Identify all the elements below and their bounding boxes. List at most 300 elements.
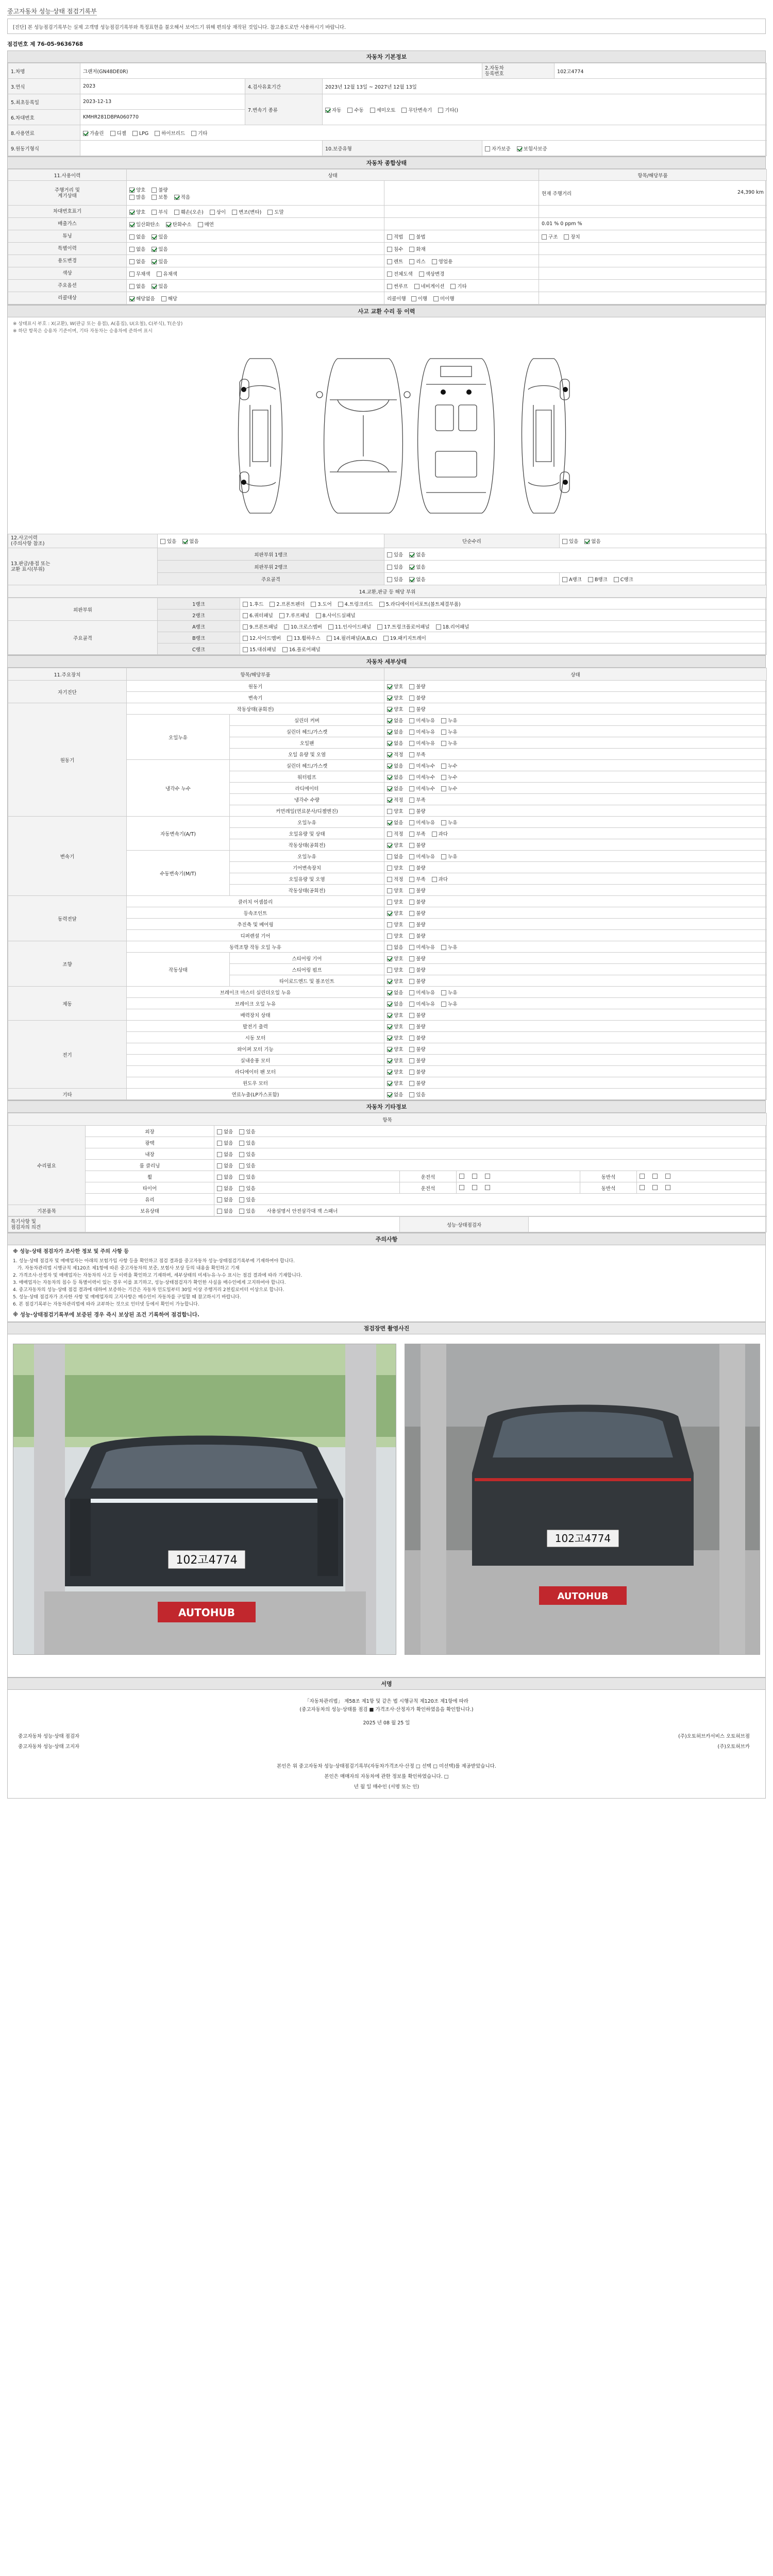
checkbox-option: 미세누유 (409, 1000, 435, 1007)
checkbox-icon (243, 647, 248, 652)
checkbox-icon (217, 1141, 222, 1146)
checkbox-icon (387, 707, 392, 712)
detail-row (8, 703, 767, 715)
checkbox-icon (282, 647, 288, 652)
detail-row (8, 817, 767, 828)
checkbox-icon (387, 752, 392, 757)
checkbox-option: 불량 (409, 1045, 425, 1053)
checkbox-icon (441, 854, 446, 859)
checkbox-option: 없음 (387, 717, 403, 724)
checkbox-option: 18.리어패널 (436, 623, 469, 630)
checkbox-icon (387, 877, 392, 882)
checkbox-option: 화재 (409, 245, 425, 252)
other-row: 타이어 없음 있음 운전석 동반석 (8, 1182, 767, 1194)
detail-state (384, 828, 767, 839)
checkbox-option (640, 1185, 646, 1191)
detail-item: 오일팬 (230, 737, 384, 749)
checkbox-icon (217, 1209, 222, 1214)
accident-legend: ※ 상태표시 부호 : X(교환), W(판금 또는 용접), A(흠집), U(요철), C(부식), T(손상) ※ 하단 항목은 승용차 기준이며, 기타 자동차는 승용차에 준하여 표시 (13, 321, 183, 334)
inspection-record-page (7, 0, 766, 1799)
detail-subgroup: 냉각수 누수 (127, 760, 230, 817)
checkbox-option: 미이행 (433, 295, 455, 302)
section-header-caution: 주의사항 (8, 1233, 765, 1245)
other-row (8, 1126, 767, 1137)
year-value: 2023 (80, 79, 245, 94)
checkbox-icon (129, 210, 135, 215)
checkbox-icon (387, 1002, 392, 1007)
checkbox-option: 1.후드 (243, 600, 263, 607)
detail-state (384, 749, 767, 760)
fuel-options (80, 125, 767, 141)
checkbox-option: 17.트렁크플로어패널 (377, 623, 430, 630)
overall-row-right (539, 230, 767, 243)
caution-line: 5. 성능·상태 점검자가 조사한 사항 및 매매업자의 고지사항은 매수인이 자동차를 구입할 때 참고하시기 바랍니다. (13, 1295, 241, 1300)
checkbox-option: 없음 (129, 245, 145, 252)
overall-row-right (539, 243, 767, 255)
checkbox-option: C랭크 (614, 575, 633, 583)
checkbox-icon (110, 131, 115, 136)
checkbox-icon (387, 1058, 392, 1063)
detail-state (384, 1066, 767, 1077)
checkbox-option: 양호 (387, 887, 403, 894)
detail-state (384, 703, 767, 715)
checkbox-option: 리스 (409, 258, 425, 265)
detail-col-device: 11.주요장치 (8, 668, 127, 681)
checkbox-option: 없음 (387, 989, 403, 996)
parts-items (240, 598, 767, 609)
detail-item: 라디에이터 (230, 783, 384, 794)
checkbox-option: 없음 (387, 1091, 403, 1098)
checkbox-icon (387, 1081, 392, 1086)
detail-state (384, 941, 767, 953)
checkbox-option: 있음 (239, 1139, 255, 1146)
overall-row (8, 255, 767, 267)
checkbox-icon (284, 624, 289, 630)
checkbox-option: 8.사이드실패널 (316, 612, 356, 619)
overall-row-mid (384, 243, 539, 255)
repair-mark-label: 13.판금/용접 또는 교환 표시(부위) (8, 548, 158, 585)
checkbox-icon (129, 259, 135, 264)
checkbox-icon (665, 1185, 670, 1190)
checkbox-icon (409, 1047, 414, 1052)
detail-group: 자기진단 (8, 681, 127, 703)
outer-rank2-label: 외판부위 2랭크 (158, 561, 384, 573)
checkbox-icon (132, 131, 138, 136)
overall-row-right (539, 255, 767, 267)
checkbox-option: 있음 (239, 1173, 255, 1180)
checkbox-icon (287, 636, 292, 641)
detail-subgroup: 오일누유 (127, 715, 230, 760)
detail-item: 실린더 헤드/가스켓 (230, 726, 384, 737)
checkbox-icon (152, 234, 157, 240)
overall-row (8, 292, 767, 304)
caution-heading: ※ 성능·상태 점검자가 조사한 정보 및 주의 사항 등 (13, 1249, 129, 1255)
checkbox-icon (129, 272, 135, 277)
checkbox-icon (409, 911, 414, 916)
section-header-sign: 서명 (8, 1677, 765, 1690)
checkbox-icon (379, 602, 384, 607)
checkbox-option: 과다 (432, 875, 448, 883)
checkbox-option: 없음 (129, 282, 145, 290)
checkbox-option: 있음 (239, 1184, 255, 1192)
checkbox-option: 있음 (239, 1207, 255, 1214)
checkbox-option: 구조 (542, 233, 558, 240)
checkbox-icon (409, 809, 414, 814)
checkbox-option: 미세누유 (409, 819, 435, 826)
detail-item: 워터펌프 (230, 771, 384, 783)
checkbox-option: 적정 (387, 751, 403, 758)
other-item: 광택 (86, 1137, 214, 1148)
checkbox-option: 부족 (409, 751, 425, 758)
other-row (8, 1137, 767, 1148)
checkbox-icon (409, 1013, 414, 1018)
checkbox-option: 양호 (387, 694, 403, 701)
checkbox-icon (441, 775, 446, 780)
basic-info-table (8, 63, 767, 156)
checkbox-option: 있음 (387, 575, 403, 583)
checkbox-option: 부족 (409, 875, 425, 883)
front-plate-text: 102고4774 (176, 1554, 238, 1567)
basic-info-section (7, 50, 766, 157)
checkbox-option: 유채색 (157, 270, 178, 277)
main-frame-label: 주요골격 (158, 573, 384, 585)
detail-state (384, 726, 767, 737)
overall-row-right (539, 206, 767, 218)
checkbox-icon (387, 764, 392, 769)
overall-row-label: 배출가스 (8, 218, 127, 230)
checkbox-icon (217, 1175, 222, 1180)
checkbox-icon (409, 775, 414, 780)
checkbox-option: 부족 (409, 830, 425, 837)
detail-state (384, 964, 767, 975)
checkbox-icon (411, 296, 416, 301)
overall-row-options (127, 230, 384, 243)
checkbox-icon (432, 832, 437, 837)
overall-row-mid (384, 280, 539, 292)
checkbox-option: 양호 (387, 1057, 403, 1064)
checkbox-icon (387, 911, 392, 916)
checkbox-icon (409, 956, 414, 961)
checkbox-option: 없음 (387, 728, 403, 735)
checkbox-icon (387, 1092, 392, 1097)
checkbox-icon (485, 1185, 490, 1190)
checkbox-icon (198, 222, 203, 227)
detail-item: 오일유량 및 상태 (230, 828, 384, 839)
checkbox-icon (239, 1186, 244, 1191)
engine-type-label: 9.원동기형식 (8, 141, 80, 156)
detail-item: 동력조향 작동 오일 누유 (127, 941, 384, 953)
overall-row-options (127, 267, 384, 280)
checkbox-option: 누유 (441, 728, 457, 735)
detail-state (384, 783, 767, 794)
checkbox-option: 불량 (409, 887, 425, 894)
checkbox-option: 렌트 (387, 258, 403, 265)
checkbox-option (485, 1174, 492, 1179)
checkbox-option: 불량 (409, 898, 425, 905)
warranty-label: 10.보증유형 (323, 141, 482, 156)
checkbox-icon (409, 1036, 414, 1041)
checkbox-icon (387, 247, 392, 252)
checkbox-icon (409, 696, 414, 701)
detail-item: 오일유량 및 오염 (230, 873, 384, 885)
checkbox-option: 불량 (409, 1079, 425, 1087)
checkbox-icon (409, 832, 414, 837)
checkbox-icon (588, 577, 593, 582)
accident-history-options (158, 534, 384, 548)
checkbox-icon (409, 945, 414, 950)
checkbox-option: 7.루프패널 (279, 612, 310, 619)
checkbox-option: 매연 (198, 221, 214, 228)
overall-row-mid (384, 255, 539, 267)
checkbox-icon (409, 684, 414, 689)
checkbox-icon (377, 624, 382, 630)
checkbox-icon (210, 210, 215, 215)
detail-state (384, 851, 767, 862)
checkbox-icon (243, 636, 248, 641)
overall-row-options (127, 181, 384, 206)
checkbox-icon (279, 613, 284, 618)
overall-row-mid: 리콜이행 이행 미이행 (384, 292, 539, 304)
checkbox-option: 없음 (387, 853, 403, 860)
checkbox-option: LPG (132, 131, 148, 137)
checkbox-option: 불량 (409, 807, 425, 815)
caution-line: 3. 매매업자는 자동차의 침수 등 특별이력이 있는 경우 이를 표기하고, 성능·상태점검자가 확인한 사실을 매수인에게 고지하여야 합니다. (13, 1280, 286, 1285)
overall-row-label: 색상 (8, 267, 127, 280)
checkbox-icon (472, 1185, 477, 1190)
checkbox-icon (409, 922, 414, 927)
other-group-basic: 기본품목 (8, 1205, 86, 1216)
replace-parts-table (8, 598, 767, 655)
checkbox-icon (387, 888, 392, 893)
section-header-accident: 사고 교환 수리 등 이력 (8, 305, 765, 317)
checkbox-option: 적정 (387, 830, 403, 837)
checkbox-icon (562, 577, 567, 582)
checkbox-option: 없음 (217, 1139, 233, 1146)
checkbox-icon (409, 1058, 414, 1063)
checkbox-option: 양호 (387, 898, 403, 905)
detail-state (384, 987, 767, 998)
checkbox-option: 없음 (217, 1196, 233, 1203)
checkbox-icon (160, 539, 165, 544)
checkbox-option: 12.사이드멤버 (243, 634, 281, 641)
checkbox-icon (383, 636, 389, 641)
checkbox-option: 보험사보증 (517, 145, 547, 152)
checkbox-icon (325, 108, 330, 113)
detail-state (384, 919, 767, 930)
detail-item: 스티어링 펌프 (230, 964, 384, 975)
checkbox-icon (441, 786, 446, 791)
car-top-view (316, 359, 410, 513)
checkbox-icon (409, 730, 414, 735)
detail-group: 동력전달 (8, 896, 127, 941)
detail-row (8, 987, 767, 998)
checkbox-icon (409, 577, 414, 582)
detail-state (384, 1032, 767, 1043)
checkbox-option: 16.플로어패널 (282, 646, 321, 653)
checkbox-icon (409, 1024, 414, 1029)
checkbox-icon (562, 539, 567, 544)
checkbox-option: 불량 (409, 841, 425, 849)
checkbox-option: 있음 (160, 537, 176, 545)
checkbox-option: 있음 (239, 1196, 255, 1203)
caution-section (7, 1233, 766, 1322)
overall-row-options (127, 255, 384, 267)
parts-rank: 2랭크 (158, 609, 240, 621)
checkbox-icon (652, 1174, 658, 1179)
opinion-label: 특기사항 및 점검자의 의견 (8, 1217, 86, 1232)
checkbox-option (652, 1174, 659, 1179)
checkbox-icon (441, 741, 446, 746)
overall-row (8, 267, 767, 280)
checkbox-option: 무단변속기 (401, 106, 432, 113)
car-outline-diagram (8, 338, 765, 534)
checkbox-option: 2.프론트펜더 (270, 600, 305, 607)
checkbox-option: 불량 (409, 1023, 425, 1030)
caution-line: 6. 본 점검기록부는 자동차관리법에 따라 교부하는 것으로 인터넷 등에서 확인이 가능합니다. (13, 1302, 199, 1307)
checkbox-option: 불법 (409, 233, 425, 240)
checkbox-option: 자가보증 (485, 145, 511, 152)
checkbox-icon (243, 624, 248, 630)
detail-state (384, 839, 767, 851)
checkbox-option: 해당없음 (129, 295, 155, 302)
checkbox-option: 누수 (441, 773, 457, 781)
sign-line-1: 「자동차관리법」 제58조 제1항 및 같은 법 시행규칙 제120조 제1항에 따라 (305, 1699, 468, 1704)
checkbox-icon (387, 730, 392, 735)
checkbox-option: 미세누유 (409, 717, 435, 724)
checkbox-option: 미세누수 (409, 762, 435, 769)
checkbox-option: 일산화탄소 (129, 221, 160, 228)
section-header-other: 자동차 기타정보 (8, 1100, 765, 1113)
checkbox-icon (239, 1209, 244, 1214)
checkbox-icon (409, 764, 414, 769)
checkbox-option: 누유 (441, 943, 457, 951)
detail-item: 작동상태(공회전) (127, 703, 384, 715)
photo-section (7, 1322, 766, 1677)
detail-item: 와이퍼 모터 기능 (127, 1043, 384, 1055)
checkbox-option: 양호 (387, 921, 403, 928)
checkbox-icon (129, 222, 135, 227)
checkbox-icon (129, 234, 135, 240)
detail-state (384, 692, 767, 703)
checkbox-option: 있음 (152, 245, 167, 252)
detail-state (384, 760, 767, 771)
detail-state (384, 715, 767, 726)
checkbox-icon (409, 1002, 414, 1007)
car-interior-view (418, 359, 495, 513)
detail-item: 커먼레일(연료분사/디젤엔진) (230, 805, 384, 817)
checkbox-icon (409, 247, 414, 252)
checkbox-option: 미세누유 (409, 739, 435, 747)
checkbox-option: 썬루프 (387, 282, 408, 290)
transmission-options (323, 94, 767, 125)
checkbox-option: 미세누유 (409, 989, 435, 996)
checkbox-icon (409, 877, 414, 882)
checkbox-icon (387, 259, 392, 264)
checkbox-option: 불량 (409, 694, 425, 701)
other-item: 외장 (86, 1126, 214, 1137)
checkbox-option: 없음 (129, 233, 145, 240)
checkbox-option: 없음 (387, 943, 403, 951)
checkbox-option: 없음 (409, 563, 425, 570)
checkbox-option: 13.휠하우스 (287, 634, 321, 641)
checkbox-option: 불량 (409, 705, 425, 713)
detail-row (8, 1021, 767, 1032)
checkbox-option: 양호 (387, 1068, 403, 1075)
checkbox-icon (409, 1092, 414, 1097)
detail-item: 브레이크 마스터 실린더오일 누유 (127, 987, 384, 998)
checkbox-option: 훼손(오손) (174, 208, 204, 215)
checkbox-option: 누유 (441, 989, 457, 996)
checkbox-option: 색상변경 (419, 270, 445, 277)
checkbox-option: 양호 (387, 932, 403, 939)
checkbox-icon (387, 565, 392, 570)
checkbox-option: 없음 (387, 773, 403, 781)
detail-item: 브레이크 오일 누유 (127, 998, 384, 1009)
checkbox-option: 많음 (129, 193, 145, 200)
checkbox-option: 없음 (387, 819, 403, 826)
checkbox-icon (409, 990, 414, 995)
checkbox-icon (387, 775, 392, 780)
checkbox-icon (441, 990, 446, 995)
simple-repair-label: 단순수리 (384, 534, 560, 548)
overall-row-right (539, 267, 767, 280)
checkbox-icon (441, 764, 446, 769)
checkbox-option: 3.도어 (311, 600, 331, 607)
sign-line-2: (중고자동차의 성능·상태를 점검 ■ 가격조사·산정자가 확인하였음을 확인합니다.) (299, 1707, 474, 1713)
checkbox-option: 불량 (409, 932, 425, 939)
parts-rank: C랭크 (158, 643, 240, 655)
detail-item: 원동기 (127, 681, 384, 692)
section-header-photos: 점검장면 촬영사진 (8, 1322, 765, 1334)
checkbox-icon (239, 1129, 244, 1134)
overall-row-mid (384, 267, 539, 280)
checkbox-icon (387, 741, 392, 746)
other-item: 타이어 (86, 1182, 214, 1194)
checkbox-icon (217, 1129, 222, 1134)
checkbox-icon (387, 798, 392, 803)
checkbox-icon (387, 922, 392, 927)
overall-row-options (127, 218, 384, 230)
checkbox-icon (564, 234, 569, 240)
checkbox-icon (387, 990, 392, 995)
checkbox-option: 양호 (387, 864, 403, 871)
detail-item: 타이로드엔드 및 볼조인트 (230, 975, 384, 987)
checkbox-icon (640, 1174, 645, 1179)
checkbox-icon (409, 259, 414, 264)
validity-label: 4.검사유효기간 (245, 79, 323, 94)
detail-state (384, 896, 767, 907)
detail-state (384, 975, 767, 987)
checkbox-option (652, 1185, 659, 1191)
sign-notifier-label: 중고자동차 성능·상태 고지자 (18, 1744, 80, 1750)
detail-row (8, 896, 767, 907)
checkbox-icon (409, 900, 414, 905)
buyer-ack-2: 본인은 매매자의 자동차에 관한 정보를 확인하였습니다. □ (324, 1774, 449, 1780)
detail-item: 오일누유 (230, 851, 384, 862)
replace-parts-title: 14.교환,판금 등 해당 부위 (8, 585, 767, 598)
detail-state (384, 930, 767, 941)
detail-item: 실린더 커버 (230, 715, 384, 726)
checkbox-icon (129, 296, 135, 301)
detail-state (384, 862, 767, 873)
checkbox-option: 양호 (387, 1045, 403, 1053)
caution-line: 4. 중고자동차의 성능·상태 점검 결과에 대하여 보증하는 기간은 자동차 인도일부터 30일 이상 주행거리 2천킬로미터 이상으로 합니다. (13, 1287, 284, 1293)
checkbox-icon (409, 968, 414, 973)
checkbox-option: 양호 (387, 1079, 403, 1087)
checkbox-option: 있음 (409, 1091, 425, 1098)
section-header-basic: 자동차 기본정보 (8, 50, 765, 63)
overall-row-options (127, 292, 384, 304)
